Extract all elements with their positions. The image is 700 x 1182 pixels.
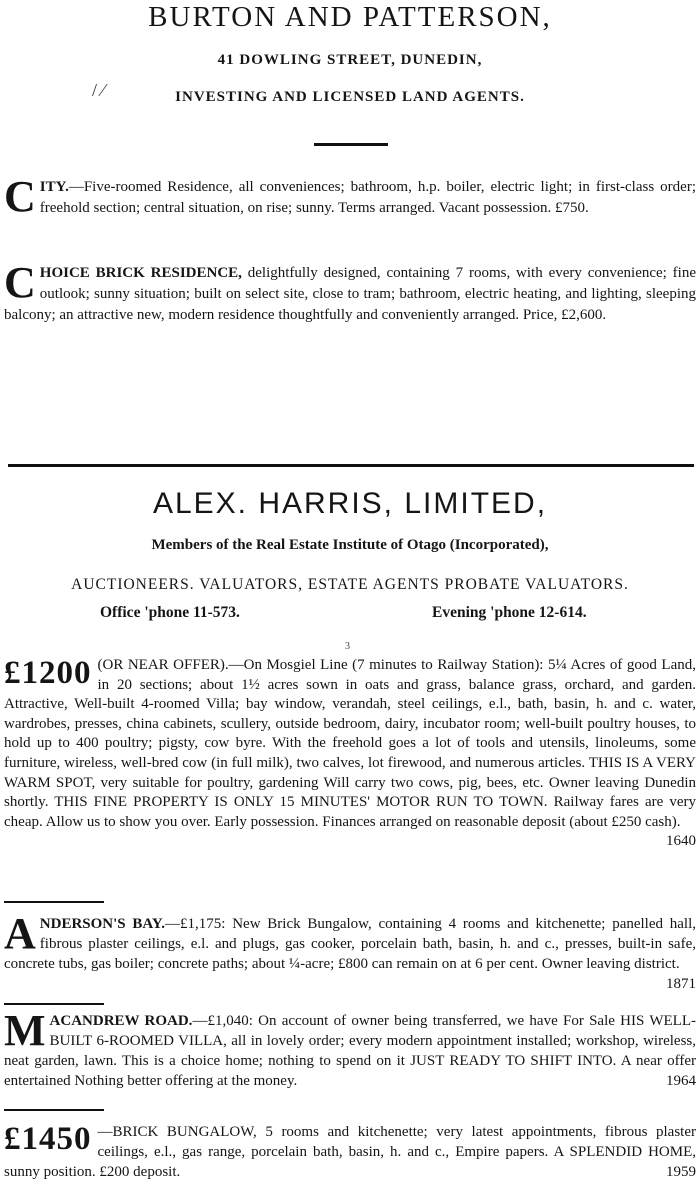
drop-cap: C	[4, 258, 36, 307]
listing-1200	[4, 656, 696, 852]
listing-text: —£1,175: New Brick Bungalow, containing 4 rooms and kitchenette; panelled hall, fibrous plaster ceilings, e.l. and plugs, gas cooker, porcelain bath, basin, h. and c., presses, built-in safe, concrete tubs, gas boiler; concrete paths; about ¼-acre; £800 can remain on at 6 per cent. Owner leaving district.	[4, 916, 696, 972]
drop-cap: A	[4, 909, 36, 958]
listing-macandrew-road	[4, 1006, 696, 1091]
separator-rule	[8, 464, 694, 467]
listing-text: —BRICK BUNGALOW, 5 rooms and kitchenette; very latest appointments, fibrous plaster ceilings, e.l., gas range, porcelain bath, basin, h. and c., Empire papers. A SPLENDID HOME, sunny position. £200 deposit.	[4, 1124, 696, 1180]
listing-lead: HOICE BRICK RESIDENCE,	[39, 265, 242, 281]
listing-andersons-bay	[4, 909, 696, 994]
listing-lead: NDERSON'S BAY.	[39, 916, 166, 932]
harris-occupations: AUCTIONEERS. VALUATORS, ESTATE AGENTS PROBATE VALUATORS.	[71, 576, 629, 593]
office-phone: Office 'phone 11-573.	[100, 604, 240, 621]
evening-phone: Evening 'phone 12-614.	[432, 604, 587, 621]
ink-mark: / ⁄	[92, 80, 105, 100]
burton-business: INVESTING AND LICENSED LAND AGENTS.	[175, 89, 525, 105]
small-rule	[4, 1109, 104, 1111]
burton-title: BURTON AND PATTERSON,	[148, 1, 552, 33]
listing-text: —£1,040: On account of owner being transferred, we have For Sale HIS WELL-BUILT 6-ROOMED VILLA, all in lovely order; every modern appointment installed; workshop, wireless, neat garden, lawn. This is a choice home; nothing to spend on it JUST READY TO SHIFT INTO. A near offer entertained Nothing better offering at the money.	[4, 1013, 696, 1089]
harris-title: ALEX. HARRIS, LIMITED,	[152, 487, 548, 520]
listing-choice-brick	[4, 258, 696, 326]
listing-lead: ACANDREW ROAD.	[49, 1013, 193, 1029]
small-rule	[4, 1003, 104, 1005]
price-heading: £1450	[4, 1121, 92, 1157]
listing-text: —Five-roomed Residence, all conveniences; bathroom, h.p. boiler, electric light; in first-class order; freehold section; central situation, on rise; sunny. Terms arranged. Vacant possession. £750.	[39, 179, 696, 216]
drop-cap: M	[4, 1006, 46, 1055]
listing-text: (OR NEAR OFFER).—On Mosgiel Line (7 minutes to Railway Station): 5¼ Acres of good Land, in 20 sections; about 1½ acres sown in oats and grass, balance grass, orchard, and garden. Attractive, Well-built 4-roomed Villa; bay window, verandah, steel ceilings, e.l., bath, basin, h. and c. water, wardrobes, presses, china cabinets, scullery, outside bedroom, dairy, incubator room; well-built poultry houses, to hold up to 400 poultry; pigsty, cow byre. With the freehold goes a lot of tools and utensils, linoleums, some furniture, wireless, well-bred cow (in full milk), two calves, lot firewood, and numerous articles. THIS IS A VERY WARM SPOT, very suitable for poultry, gardening Will carry two cows, pig, bees, etc. Owner leaving Dunedin shortly. THIS FINE PROPERTY IS ONLY 15 MINUTES' MOTOR RUN TO TOWN. Railway fares are very cheap. Allow us to show you over. Early possession. Finances arranged on reasonable deposit (about £250 cash).	[4, 657, 696, 830]
drop-cap: C	[4, 172, 36, 221]
section-rule	[314, 143, 388, 146]
burton-address: 41 DOWLING STREET, DUNEDIN,	[217, 52, 483, 68]
listing-text: delightfully designed, containing 7 rooms, with every convenience; fine outlook; sunny situation; built on select site, close to tram; bathroom, electric heating, and lighting, sleeping balcony; an attractive new, modern residence thoughtfully and conveniently arranged. Price, £2,600.	[4, 265, 696, 323]
listing-ref: 1959	[666, 1164, 696, 1180]
listing-city	[4, 172, 696, 221]
tiny-mark: 3	[345, 641, 350, 652]
listing-lead: ITY.	[39, 179, 69, 195]
listing-ref: 1871	[666, 976, 696, 992]
harris-members: Members of the Real Estate Institute of Otago (Incorporated),	[151, 537, 549, 553]
listing-ref: 1964	[666, 1073, 696, 1089]
small-rule	[4, 901, 104, 903]
listing-ref: 1640	[666, 833, 696, 850]
price-heading: £1200	[4, 655, 92, 691]
listing-1450	[4, 1122, 696, 1182]
